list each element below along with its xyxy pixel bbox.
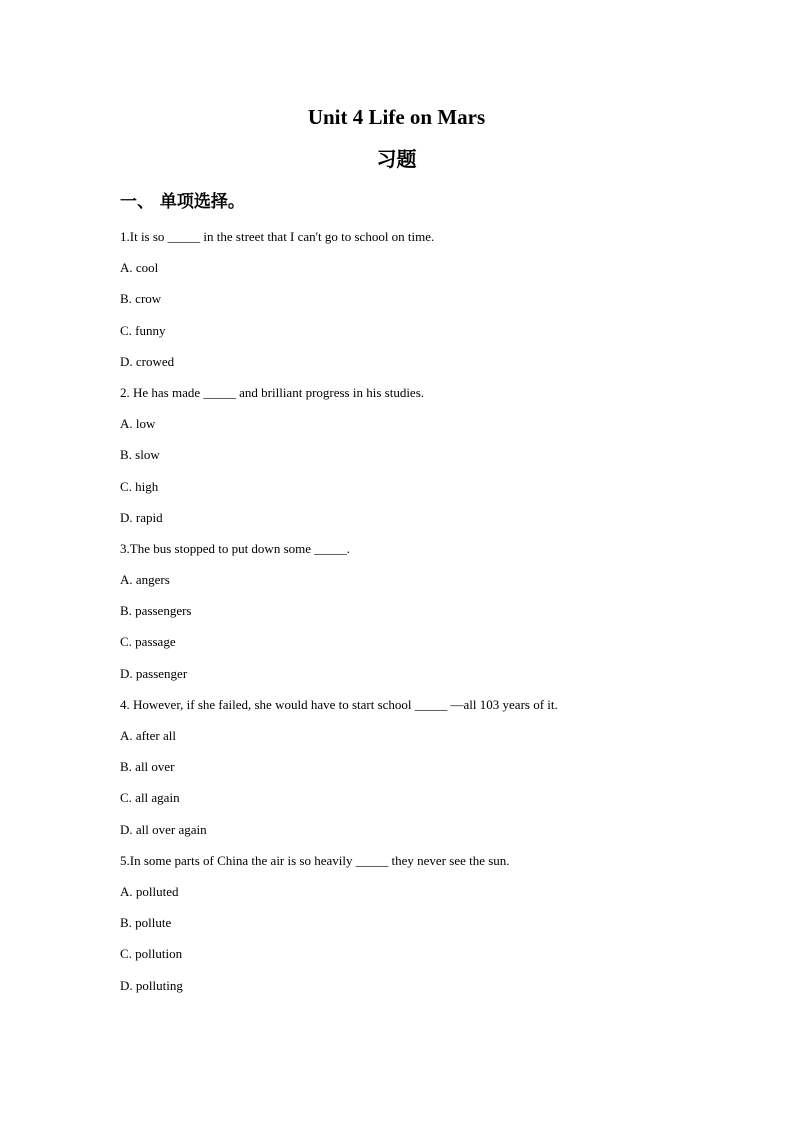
- option-d: D. crowed: [120, 353, 175, 369]
- option-a: A. polluted: [120, 883, 179, 899]
- option-a: A. angers: [120, 572, 170, 588]
- option-c: C. all again: [120, 790, 180, 806]
- option-b: B. all over: [120, 759, 175, 775]
- question-stem: 4. However, if she failed, she would have to start school _____ —all 103 years of it.: [120, 696, 558, 712]
- section-heading: 一、 单项选择。: [120, 192, 245, 212]
- option-b: B. pollute: [120, 915, 172, 931]
- option-c: C. passage: [120, 634, 176, 650]
- option-a: A. low: [120, 416, 156, 432]
- question-stem: 2. He has made _____ and brilliant progress in his studies.: [120, 384, 425, 400]
- option-b: B. passengers: [120, 603, 192, 619]
- option-c: C. high: [120, 478, 159, 494]
- document-subtitle: 习题: [376, 147, 417, 171]
- option-c: C. funny: [120, 322, 166, 338]
- option-d: D. polluting: [120, 977, 183, 993]
- option-b: B. crow: [120, 291, 162, 307]
- option-b: B. slow: [120, 447, 160, 463]
- document-title: Unit 4 Life on Mars: [307, 105, 486, 129]
- option-c: C. pollution: [120, 946, 183, 962]
- option-a: A. after all: [120, 728, 176, 743]
- option-d: D. rapid: [120, 509, 163, 525]
- option-d: D. all over again: [120, 821, 207, 837]
- option-a: A. cool: [120, 260, 159, 276]
- question-stem: 5.In some parts of China the air is so heavily _____ they never see the sun.: [120, 852, 510, 868]
- question-stem: 1.It is so _____ in the street that I can't go to school on time.: [120, 229, 435, 244]
- question-stem: 3.The bus stopped to put down some _____.: [120, 540, 351, 556]
- question-list: [120, 228, 680, 1008]
- option-d: D. passenger: [120, 665, 188, 681]
